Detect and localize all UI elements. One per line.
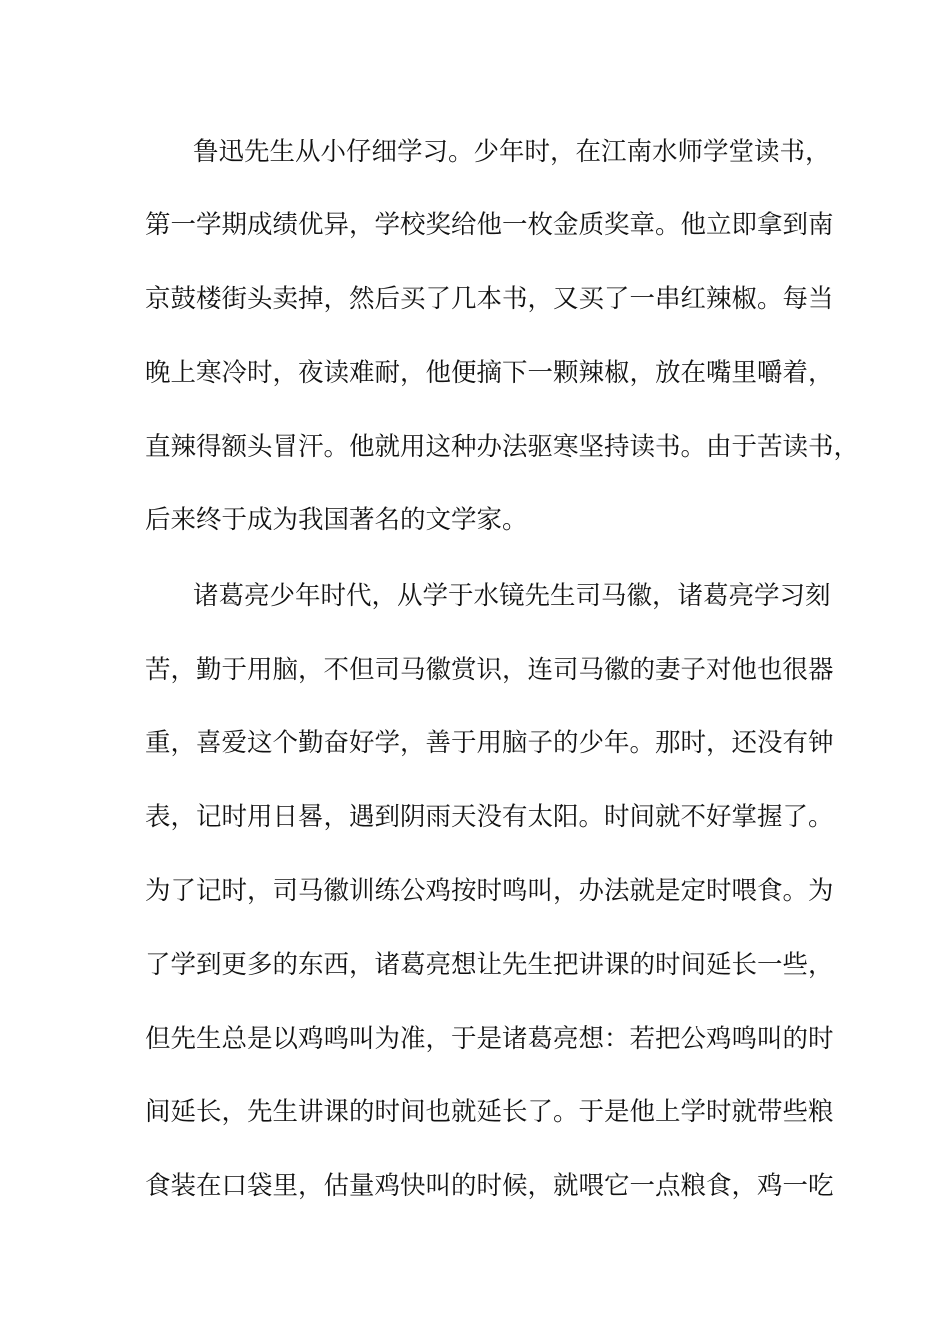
paragraph-line: 重，喜爱这个勤奋好学，善于用脑子的少年。那时，还没有钟: [145, 728, 834, 758]
paragraph-line: 诸葛亮少年时代，从学于水镜先生司马徽，诸葛亮学习刻: [193, 581, 831, 611]
paragraph-line: 直辣得额头冒汗。他就用这种办法驱寒坚持读书。由于苦读书，: [145, 432, 860, 462]
paragraph-line: 食装在口袋里，估量鸡快叫的时候，就喂它一点粮食，鸡一吃: [145, 1171, 834, 1201]
paragraph-line: 了学到更多的东西，诸葛亮想让先生把讲课的时间延长一些，: [145, 950, 834, 980]
paragraph-line: 表，记时用日晷，遇到阴雨天没有太阳。时间就不好掌握了。: [145, 802, 834, 832]
paragraph-line: 间延长，先生讲课的时间也就延长了。于是他上学时就带些粮: [145, 1097, 834, 1127]
paragraph-line: 晚上寒冷时，夜读难耐，他便摘下一颗辣椒，放在嘴里嚼着，: [145, 358, 834, 388]
paragraph-line: 苦，勤于用脑，不但司马徽赏识，连司马徽的妻子对他也很器: [145, 655, 834, 685]
paragraph-line: 但先生总是以鸡鸣叫为准，于是诸葛亮想：若把公鸡鸣叫的时: [145, 1024, 834, 1054]
paragraph-line: 后来终于成为我国著名的文学家。: [145, 505, 528, 535]
paragraph-line: 为了记时，司马徽训练公鸡按时鸣叫，办法就是定时喂食。为: [145, 876, 834, 906]
paragraph-line: 第一学期成绩优异，学校奖给他一枚金质奖章。他立即拿到南: [145, 210, 834, 240]
paragraph-line: 京鼓楼街头卖掉，然后买了几本书，又买了一串红辣椒。每当: [145, 284, 834, 314]
paragraph-line: 鲁迅先生从小仔细学习。少年时，在江南水师学堂读书，: [193, 137, 831, 167]
